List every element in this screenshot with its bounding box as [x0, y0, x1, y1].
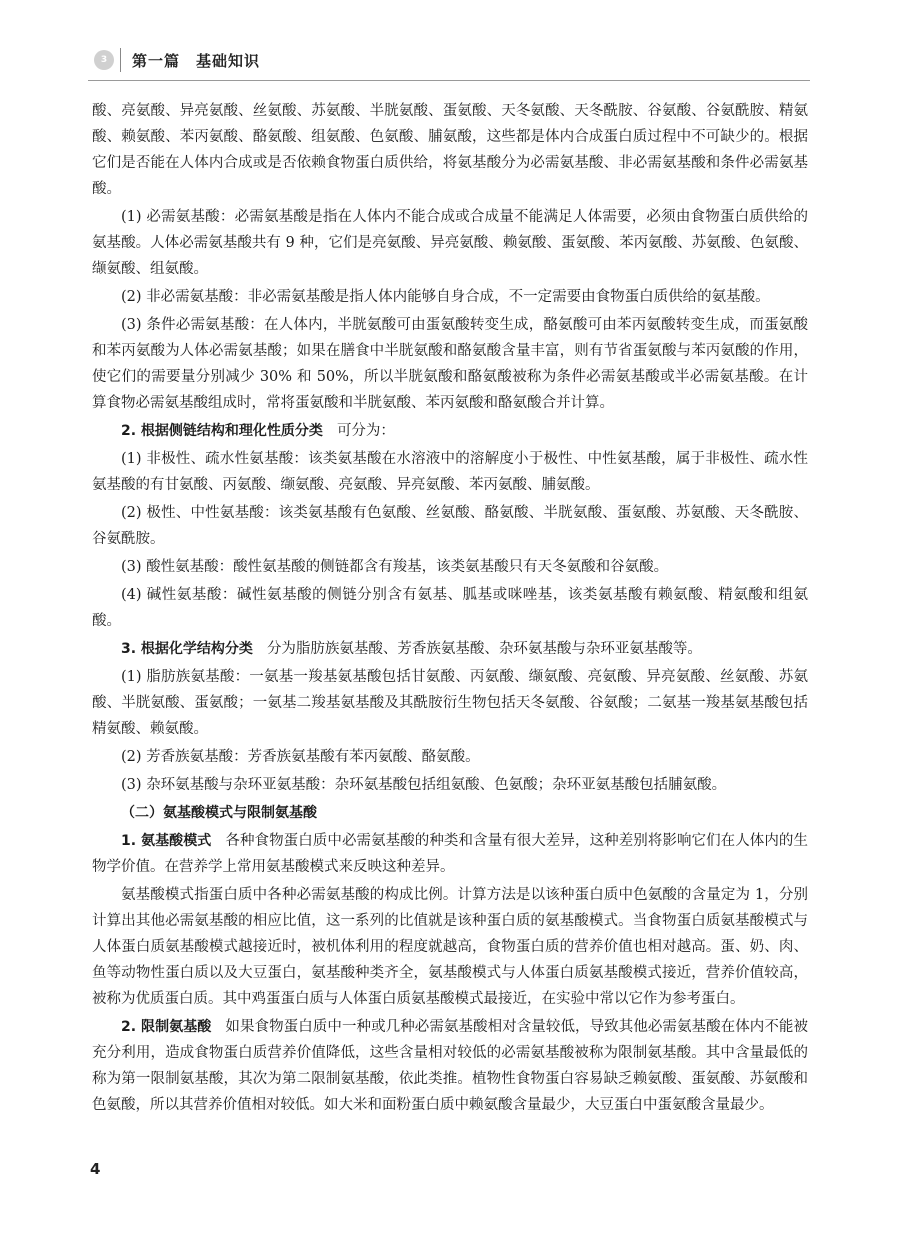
section-lead: 各种食物蛋白质中必需氨基酸的种类和含量有很大差异，这种差别将影响它们在人体内的生物学价值。在营养学上常用氨基酸模式来反映这种差异。 — [92, 833, 809, 875]
paragraph-aromatic: (2) 芳香族氨基酸：芳香族氨基酸有苯丙氨酸、酪氨酸。 — [121, 749, 480, 765]
paragraph-acidic: (3) 酸性氨基酸：酸性氨基酸的侧链都含有羧基，该类氨基酸只有天冬氨酸和谷氨酸。 — [121, 559, 669, 575]
paragraph-polar-neutral: (2) 极性、中性氨基酸：该类氨基酸有色氨酸、丝氨酸、酪氨酸、半胱氨酸、蛋氨酸、苏氨酸、天冬酰胺、谷氨酰胺。 — [92, 505, 808, 547]
page-body — [92, 98, 808, 1118]
section-title: 1. 氨基酸模式 — [121, 833, 212, 849]
section-limiting-amino-acid — [92, 1014, 808, 1118]
section-amino-acid-pattern — [92, 828, 808, 880]
section-title: 2. 限制氨基酸 — [121, 1019, 212, 1035]
header-rule — [88, 80, 810, 81]
section-heading-side-chain — [92, 418, 808, 444]
chapter-badge-label: 3 — [100, 55, 108, 65]
subsection-heading — [92, 800, 808, 826]
header-divider — [120, 48, 121, 72]
section-lead: 分为脂肪族氨基酸、芳香族氨基酸、杂环氨基酸与杂环亚氨基酸等。 — [266, 641, 702, 657]
paragraph-nonessential-amino-acids: (2) 非必需氨基酸：非必需氨基酸是指人体内能够自身合成，不一定需要由食物蛋白质供给的氨基酸。 — [121, 289, 770, 305]
paragraph-heterocyclic: (3) 杂环氨基酸与杂环亚氨基酸：杂环氨基酸包括组氨酸、色氨酸；杂环亚氨基酸包括脯氨酸。 — [121, 777, 727, 793]
header-title: 第一篇 基础知识 — [132, 52, 261, 70]
subsection-title: （二）氨基酸模式与限制氨基酸 — [121, 805, 317, 821]
page-number: 4 — [90, 1160, 101, 1178]
section-heading-chemical-structure — [92, 636, 808, 662]
chapter-badge-icon — [94, 50, 114, 70]
section-title: 3. 根据化学结构分类 — [121, 641, 253, 657]
section-lead: 可分为： — [336, 423, 395, 439]
paragraph-nonpolar: (1) 非极性、疏水性氨基酸：该类氨基酸在水溶液中的溶解度小于极性、中性氨基酸，属于非极性、疏水性氨基酸的有甘氨酸、丙氨酸、缬氨酸、亮氨酸、异亮氨酸、苯丙氨酸、脯氨酸。 — [92, 451, 808, 493]
paragraph-aliphatic: (1) 脂肪族氨基酸：一氨基一羧基氨基酸包括甘氨酸、丙氨酸、缬氨酸、亮氨酸、异亮氨酸、丝氨酸、苏氨酸、半胱氨酸、蛋氨酸；一氨基二羧基氨基酸及其酰胺衍生物包括天冬氨酸、谷氨酸；二氨基一羧基氨基酸包括精氨酸、赖氨酸。 — [92, 669, 808, 737]
paragraph-continued: 酸、亮氨酸、异亮氨酸、丝氨酸、苏氨酸、半胱氨酸、蛋氨酸、天冬氨酸、天冬酰胺、谷氨酸、谷氨酰胺、精氨酸、赖氨酸、苯丙氨酸、酪氨酸、组氨酸、色氨酸、脯氨酸，这些都是体内合成蛋白质过程中不可缺少的。根据它们是否能在人体内合成或是否依赖食物蛋白质供给，将氨基酸分为必需氨基酸、非必需氨基酸和条件必需氨基酸。 — [92, 103, 808, 197]
section-title: 2. 根据侧链结构和理化性质分类 — [121, 423, 323, 439]
paragraph-essential-amino-acids: (1) 必需氨基酸：必需氨基酸是指在人体内不能合成或合成量不能满足人体需要，必须由食物蛋白质供给的氨基酸。人体必需氨基酸共有 9 种，它们是亮氨酸、异亮氨酸、赖氨酸、蛋氨酸、苯丙氨酸、苏氨酸、色氨酸、缬氨酸、组氨酸。 — [92, 209, 808, 277]
paragraph-pattern-definition: 氨基酸模式指蛋白质中各种必需氨基酸的构成比例。计算方法是以该种蛋白质中色氨酸的含量定为 1，分别计算出其他必需氨基酸的相应比值，这一系列的比值就是该种蛋白质的氨基酸模式。当食物蛋白质氨基酸模式与人体蛋白质氨基酸模式越接近时，被机体利用的程度就越高，食物蛋白质的营养价值也相对越高。蛋、奶、肉、鱼等动物性蛋白质以及大豆蛋白，氨基酸种类齐全，氨基酸模式与人体蛋白质氨基酸模式接近，营养价值较高，被称为优质蛋白质。其中鸡蛋蛋白质与人体蛋白质氨基酸模式最接近，在实验中常以它作为参考蛋白。 — [92, 887, 808, 1007]
running-header — [88, 42, 810, 82]
paragraph-conditionally-essential: (3) 条件必需氨基酸：在人体内，半胱氨酸可由蛋氨酸转变生成，酪氨酸可由苯丙氨酸转变生成，而蛋氨酸和苯丙氨酸为人体必需氨基酸；如果在膳食中半胱氨酸和酪氨酸含量丰富，则有节省蛋氨酸与苯丙氨酸的作用，使它们的需要量分别减少 30% 和 50%，所以半胱氨酸和酪氨酸被称为条件必需氨基酸或半必需氨基酸。在计算食物必需氨基酸组成时，常将蛋氨酸和半胱氨酸、苯丙氨酸和酪氨酸合并计算。 — [92, 317, 808, 411]
paragraph-basic: (4) 碱性氨基酸：碱性氨基酸的侧链分别含有氨基、胍基或咪唑基，该类氨基酸有赖氨酸、精氨酸和组氨酸。 — [92, 587, 808, 629]
section-lead: 如果食物蛋白质中一种或几种必需氨基酸相对含量较低，导致其他必需氨基酸在体内不能被充分利用，造成食物蛋白质营养价值降低，这些含量相对较低的必需氨基酸被称为限制氨基酸。其中含量最低的称为第一限制氨基酸，其次为第二限制氨基酸，依此类推。植物性食物蛋白容易缺乏赖氨酸、蛋氨酸、苏氨酸和色氨酸，所以其营养价值相对较低。如大米和面粉蛋白质中赖氨酸含量最少，大豆蛋白中蛋氨酸含量最少。 — [92, 1019, 809, 1113]
